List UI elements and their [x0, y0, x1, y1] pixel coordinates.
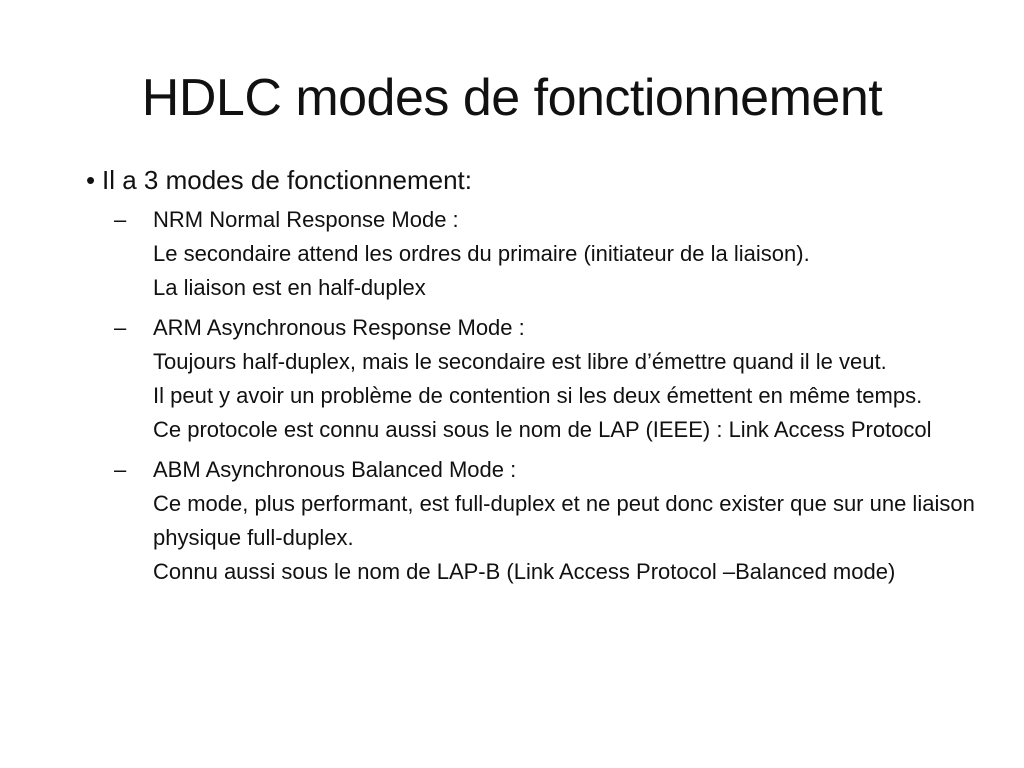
main-bullet-text: Il a 3 modes de fonctionnement:	[102, 165, 473, 195]
dash-marker: –	[114, 315, 127, 340]
mode-item-nrm	[114, 203, 986, 305]
slide-title: HDLC modes de fonctionnement	[141, 69, 883, 127]
mode-line: Connu aussi sous le nom de LAP-B (Link Access Protocol –Balanced mode)	[153, 559, 896, 584]
mode-heading: ARM Asynchronous Response Mode :	[153, 315, 525, 340]
mode-heading: ABM Asynchronous Balanced Mode :	[153, 457, 517, 482]
mode-heading: NRM Normal Response Mode :	[153, 207, 459, 232]
mode-line: Ce mode, plus performant, est full-duplex et ne peut donc exister que sur une liaison physique full-duplex.	[153, 491, 975, 550]
mode-line: Il peut y avoir un problème de contention si les deux émettent en même temps.	[153, 383, 923, 408]
dash-marker: –	[114, 457, 127, 482]
mode-line: Le secondaire attend les ordres du primaire (initiateur de la liaison).	[153, 241, 810, 266]
bullet-marker: •	[86, 165, 96, 195]
slide-body	[86, 161, 986, 595]
dash-marker: –	[114, 207, 127, 232]
modes-list	[114, 203, 986, 589]
mode-item-arm	[114, 311, 986, 447]
mode-line: Ce protocole est connu aussi sous le nom de LAP (IEEE) : Link Access Protocol	[153, 417, 932, 442]
mode-item-abm	[114, 453, 986, 589]
main-bullet	[86, 161, 986, 199]
mode-line: Toujours half-duplex, mais le secondaire est libre d’émettre quand il le veut.	[153, 349, 887, 374]
mode-line: La liaison est en half-duplex	[153, 275, 426, 300]
